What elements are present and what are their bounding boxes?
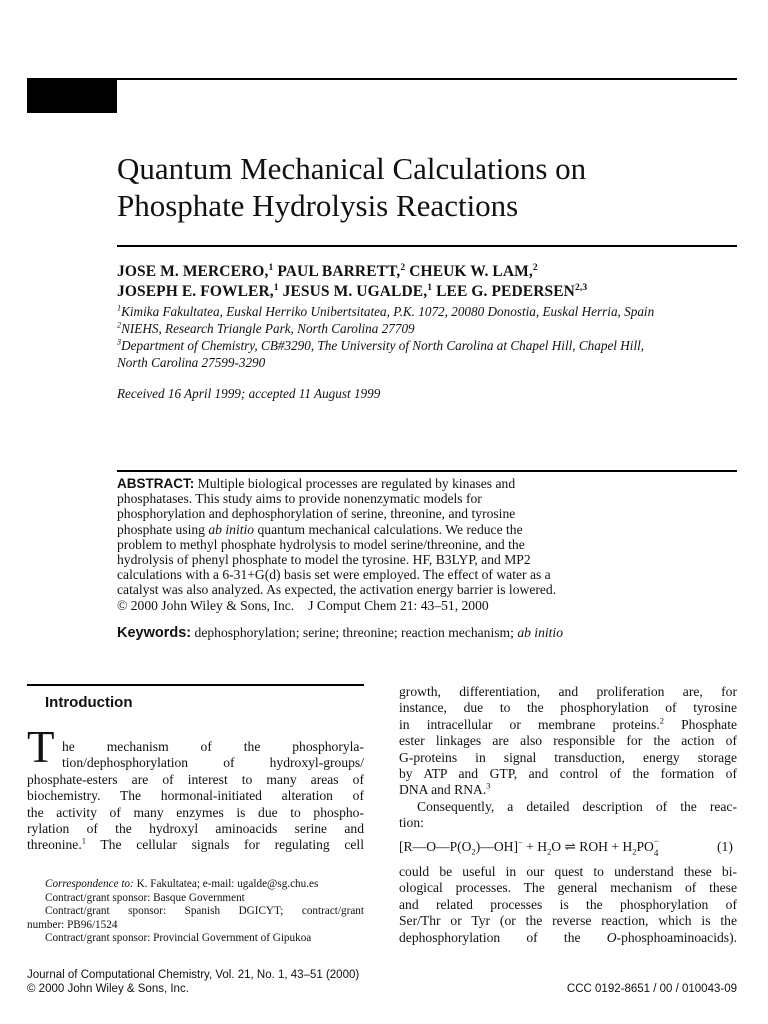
text-line: could be useful in our quest to understand these bi- bbox=[399, 864, 737, 879]
author-affil-sup: 2,3 bbox=[574, 281, 588, 293]
footnote-correspondence bbox=[27, 878, 364, 892]
abstract-copyright: © 2000 John Wiley & Sons, Inc. bbox=[117, 597, 295, 613]
title-line-2: Phosphate Hydrolysis Reactions bbox=[117, 188, 519, 223]
text-fragment: The cellular signals for regulating cell bbox=[85, 837, 364, 853]
footnote-label: Correspondence to: bbox=[45, 878, 134, 890]
footnote-grant-2: Contract/grant sponsor: Spanish DGICYT; contract/grant bbox=[45, 905, 364, 918]
header-rule bbox=[27, 78, 737, 80]
text-line: rylation of the hydroxyl aminoacids serine and bbox=[27, 821, 364, 836]
text-line: he mechanism of the phosphoryla- bbox=[62, 739, 364, 754]
abstract-rule bbox=[117, 470, 737, 472]
abstract-citation: J Comput Chem 21: 43–51, 2000 bbox=[308, 597, 489, 613]
abstract-text: phosphate using bbox=[117, 521, 209, 537]
title-rule bbox=[117, 245, 737, 247]
text-line: and related processes is the phosphorylation of bbox=[399, 896, 737, 912]
abstract-label: ABSTRACT: bbox=[117, 476, 195, 491]
text-line: biochemistry. The hormonal-initiated alteration of bbox=[27, 788, 364, 804]
text-line: instance, due to the phosphorylation of tyrosine bbox=[399, 700, 737, 716]
abstract-text-italic: ab initio bbox=[208, 521, 255, 537]
text-line: Ser/Thr or Tyr (or the reverse reaction, which is the bbox=[399, 913, 737, 929]
section-heading: Introduction bbox=[45, 694, 133, 711]
text-line bbox=[399, 717, 737, 733]
citation-sup: 3 bbox=[486, 780, 491, 791]
author-affil-sup: 2 bbox=[532, 261, 538, 273]
author-name: LEE G. PEDERSEN bbox=[432, 283, 575, 300]
text-line: growth, differentiation, and proliferation are, for bbox=[399, 684, 737, 699]
affiliation-text: Department of Chemistry, CB#3290, The University of North Carolina at Chapel Hill, Chapel Hill, bbox=[121, 338, 645, 353]
text-line: G-proteins in signal transduction, energy storage bbox=[399, 749, 737, 765]
affiliation-2 bbox=[117, 320, 654, 337]
drop-cap: T bbox=[27, 722, 55, 772]
keywords bbox=[117, 624, 563, 642]
text-fragment: in intracellular or membrane proteins. bbox=[399, 716, 660, 732]
abstract-line bbox=[117, 598, 647, 613]
equation-1: $[R—O—P(O_2)—OH]^- + H_2O$ ⇌ ROH + $H_2PO$ − 4 bbox=[399, 836, 659, 858]
abstract-line bbox=[117, 476, 647, 491]
section-rule bbox=[27, 684, 364, 686]
affiliation-3 bbox=[117, 337, 654, 354]
abstract-line bbox=[117, 522, 647, 537]
abstract-line: hydrolysis of phenyl phosphate to model the tyrosine. HF, B3LYP, and MP2 bbox=[117, 552, 531, 568]
citation-sup: 2 bbox=[659, 715, 664, 726]
footnote-text: K. Fakultatea; e-mail: ugalde@sg.chu.es bbox=[133, 878, 319, 890]
author-affil-sup: 2 bbox=[400, 261, 406, 273]
text-line: tion/dephosphorylation of hydroxyl-groups/ bbox=[62, 755, 364, 771]
affiliation-sup: 3 bbox=[117, 337, 122, 347]
text-fragment: Phosphate bbox=[663, 716, 738, 732]
abstract-text: quantum mechanical calculations. We reduce the bbox=[254, 521, 523, 537]
text-line: the activity of many enzymes is due to phospho- bbox=[27, 804, 364, 820]
footnote-grant-2-cont: number: PB96/1524 bbox=[27, 918, 118, 931]
authors bbox=[117, 262, 587, 302]
text-line bbox=[27, 837, 364, 853]
author-name: JESUS M. UGALDE, bbox=[278, 283, 428, 300]
text-line: ester linkages are also responsible for the action of bbox=[399, 733, 737, 749]
author-affil-sup: 1 bbox=[268, 261, 274, 273]
author-name: CHEUK W. LAM, bbox=[405, 263, 533, 280]
text-line: tion: bbox=[399, 815, 424, 831]
affiliation-1 bbox=[117, 303, 654, 320]
text-fragment: dephosphorylation of the bbox=[399, 929, 607, 945]
footnote-grant-1: Contract/grant sponsor: Basque Government bbox=[45, 891, 245, 904]
keywords-text-italic: ab initio bbox=[517, 625, 564, 640]
affiliations bbox=[117, 303, 654, 371]
abstract-text: Multiple biological processes are regulated by kinases and bbox=[194, 476, 516, 491]
affiliation-text: NIEHS, Research Triangle Park, North Carolina 27709 bbox=[121, 321, 415, 336]
abstract-line: catalyst was also analyzed. As expected, the activation energy barrier is lowered. bbox=[117, 582, 557, 598]
text-line bbox=[399, 782, 490, 798]
header-black-block bbox=[27, 79, 117, 113]
citation-sup: 1 bbox=[81, 835, 86, 846]
affiliation-3-cont bbox=[117, 354, 654, 371]
abstract-line: calculations with a 6-31+G(d) basis set were employed. The effect of water as a bbox=[117, 567, 551, 583]
abstract-line: problem to methyl phosphate hydrolysis to model serine/threonine, and the bbox=[117, 536, 525, 552]
received-dates: Received 16 April 1999; accepted 11 August 1999 bbox=[117, 386, 381, 401]
text-fragment: threonine. bbox=[27, 837, 82, 853]
article-title bbox=[117, 150, 586, 224]
text-fragment: DNA and RNA. bbox=[399, 782, 487, 798]
text-line: by ATP and GTP, and control of the formation of bbox=[399, 766, 737, 781]
affiliation-text: North Carolina 27599-3290 bbox=[117, 355, 266, 370]
affiliation-sup: 2 bbox=[117, 320, 122, 330]
title-line-1: Quantum Mechanical Calculations on bbox=[117, 151, 587, 186]
abstract-line: phosphatases. This study aims to provide nonenzymatic models for bbox=[117, 491, 482, 507]
affiliation-text: Kimika Fakultatea, Euskal Herriko Unibertsitatea, P.K. 1072, 20080 Donostia, Euskal Herria, Spain bbox=[121, 304, 655, 319]
authors-line-2 bbox=[117, 282, 587, 302]
keywords-text: dephosphorylation; serine; threonine; reaction mechanism; bbox=[191, 625, 518, 640]
equation-number: (1) bbox=[717, 839, 733, 854]
footnote-grant-3: Contract/grant sponsor: Provincial Government of Gipukoa bbox=[45, 932, 312, 945]
authors-line-1 bbox=[117, 262, 587, 282]
footer-journal: Journal of Computational Chemistry, Vol. 21, No. 1, 43–51 (2000) bbox=[27, 969, 360, 981]
text-line: ological processes. The general mechanism of these bbox=[399, 880, 737, 896]
affiliation-sup: 1 bbox=[117, 303, 122, 313]
author-affil-sup: 1 bbox=[427, 281, 433, 293]
text-line: phosphate-esters are of interest to many areas of bbox=[27, 771, 364, 787]
text-line: Consequently, a detailed description of the reac- bbox=[417, 798, 737, 814]
abstract-line: phosphorylation and dephosphorylation of serine, threonine, and tyrosine bbox=[117, 506, 516, 522]
author-name: PAUL BARRETT, bbox=[273, 263, 401, 280]
text-line bbox=[399, 930, 737, 946]
author-name: JOSEPH E. FOWLER, bbox=[117, 283, 274, 300]
keywords-label: Keywords: bbox=[117, 625, 192, 641]
author-name: JOSE M. MERCERO, bbox=[117, 263, 269, 280]
footer-ccc: CCC 0192-8651 / 00 / 010043-09 bbox=[566, 983, 737, 995]
text-fragment: -phosphoaminoacids). bbox=[616, 929, 737, 945]
author-affil-sup: 1 bbox=[273, 281, 279, 293]
footnotes bbox=[27, 878, 364, 946]
text-fragment-italic: O bbox=[606, 929, 617, 945]
footer-copyright: © 2000 John Wiley & Sons, Inc. bbox=[27, 983, 189, 995]
abstract bbox=[117, 476, 647, 613]
